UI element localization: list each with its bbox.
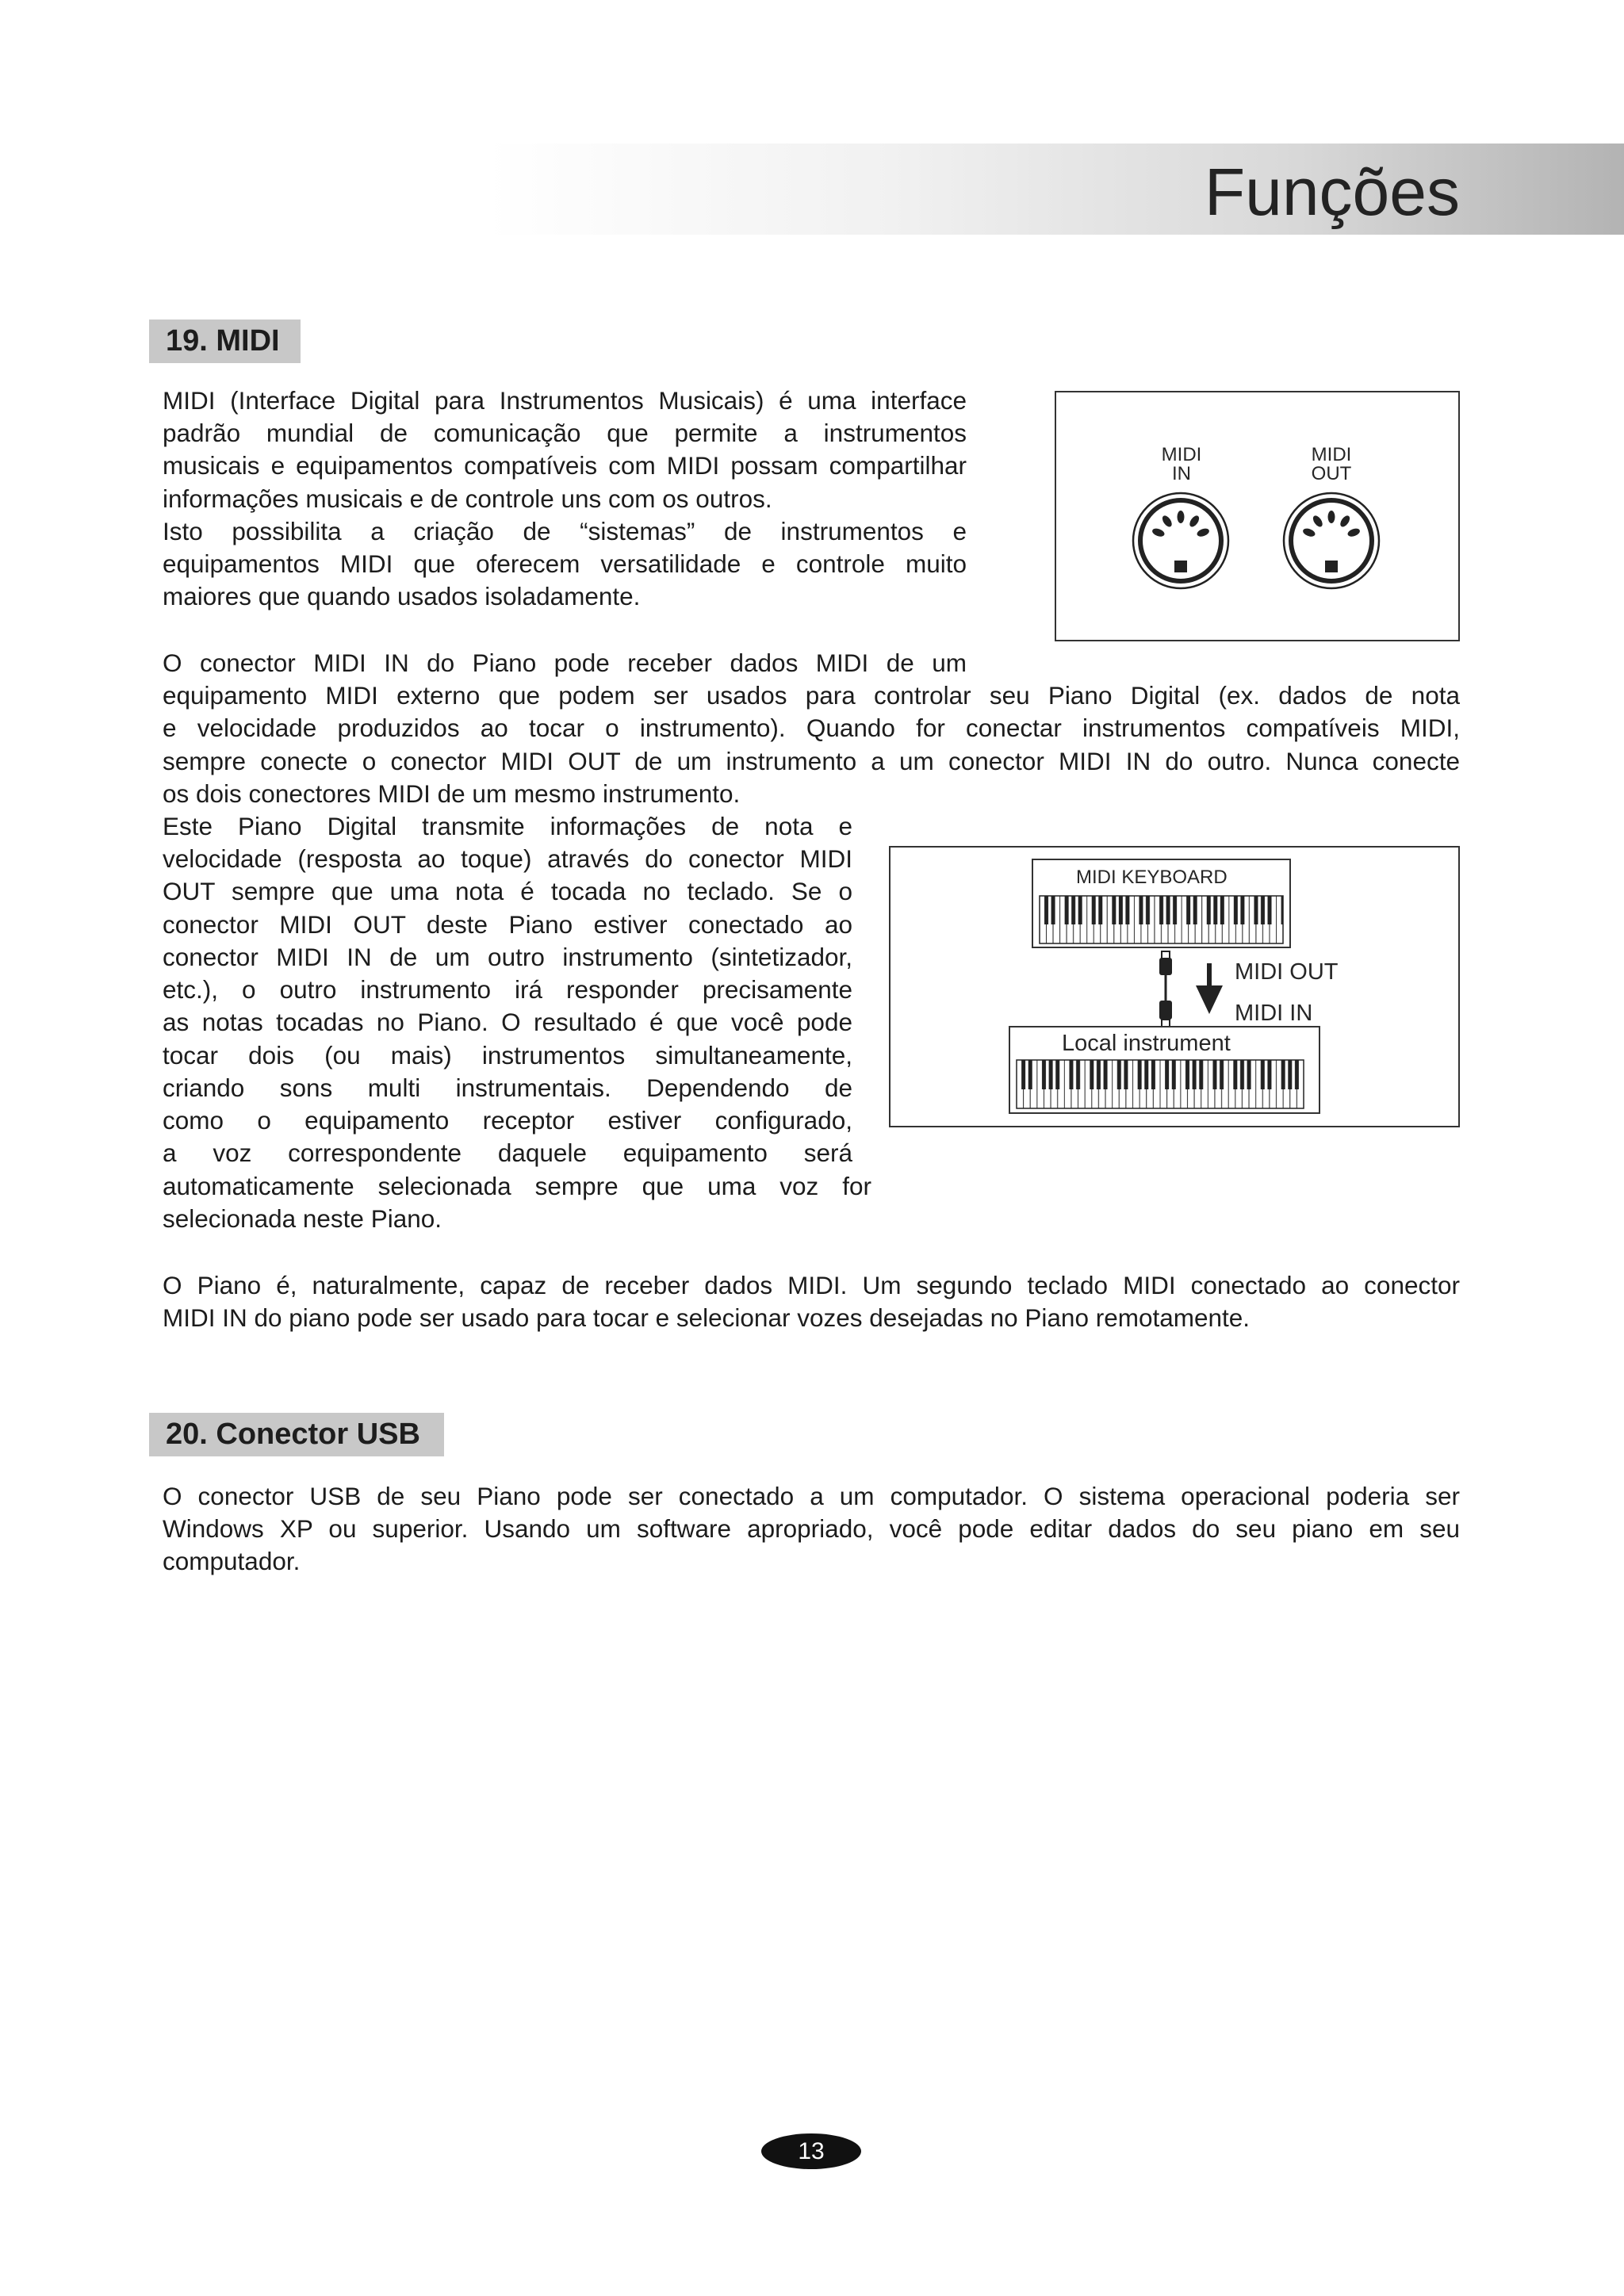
- page-title: Funções: [1204, 155, 1460, 229]
- midi-out-label: MIDI OUT: [1235, 959, 1339, 985]
- text-line: informações musicais e de controle uns com os outros.: [163, 484, 772, 513]
- midi-out-connector-icon: [1284, 493, 1379, 588]
- text-line: os dois conectores MIDI de um mesmo instrumento.: [163, 779, 741, 808]
- connector-notch: [1325, 561, 1338, 572]
- text-line: etc.), o outro instrumento irá responder precisamente: [163, 975, 852, 1004]
- text-line: musicais e equipamentos compatíveis com MIDI possam compartilhar: [163, 451, 967, 480]
- text-line: criando sons multi instrumentais. Dependendo de: [163, 1073, 852, 1102]
- text-line: maiores que quando usados isoladamente.: [163, 582, 641, 611]
- midi-keyboard-label: MIDI KEYBOARD: [1076, 867, 1228, 888]
- paragraph: [163, 647, 1460, 810]
- connector-pin: [1178, 511, 1185, 523]
- text-line: tocar dois (ou mais) instrumentos simultaneamente,: [163, 1040, 852, 1070]
- paragraph: [163, 515, 967, 614]
- text-line: padrão mundial de comunicação que permite a instrumentos: [163, 419, 967, 448]
- text-line: Isto possibilita a criação de “sistemas” de instrumentos e: [163, 517, 967, 545]
- midi-in-connector-icon: [1133, 493, 1228, 588]
- midi-out-label-line2: OUT: [1311, 463, 1352, 484]
- text-line: computador.: [163, 1547, 301, 1576]
- text-line: MIDI (Interface Digital para Instrumentos Musicais) é uma interface: [163, 386, 967, 415]
- text-line: equipamentos MIDI que oferecem versatilidade e controle muito: [163, 549, 967, 579]
- text-line: a voz correspondente daquele equipamento será: [163, 1138, 852, 1168]
- text-line: O conector MIDI IN do Piano pode receber dados MIDI de um: [163, 649, 967, 677]
- text-line: conector MIDI IN de um outro instrumento (sintetizador,: [163, 942, 852, 971]
- midi-in-label-line1: MIDI: [1161, 444, 1202, 465]
- connector-notch: [1174, 561, 1187, 572]
- midi-keyboard-device: [1032, 859, 1290, 947]
- text-line: e velocidade produzidos ao tocar o instrumento). Quando for conectar instrumentos compatíveis MIDI,: [163, 714, 1460, 743]
- midi-in-label-line2: IN: [1172, 463, 1191, 484]
- text-line: MIDI IN do piano pode ser usado para tocar e selecionar vozes desejadas no Piano remotamente.: [163, 1303, 1251, 1333]
- arrow-down-icon: [1196, 963, 1223, 1014]
- paragraph: [163, 385, 967, 515]
- text-line: equipamento MIDI externo que podem ser usados para controlar seu Piano Digital (ex. dados de nota: [163, 681, 1460, 710]
- section-heading-midi: 19. MIDI: [149, 320, 301, 363]
- section-heading-usb: 20. Conector USB: [149, 1413, 444, 1456]
- midi-out-label-line1: MIDI: [1311, 444, 1352, 465]
- text-line: como o equipamento receptor estiver configurado,: [163, 1106, 852, 1135]
- midi-in-label: MIDI IN: [1235, 1001, 1313, 1026]
- local-instrument-device: [1009, 1027, 1320, 1113]
- text-line: Este Piano Digital transmite informações de nota e: [163, 812, 852, 840]
- text-line: Windows XP ou superior. Usando um software apropriado, você pode editar dados do seu piano em seu: [163, 1514, 1460, 1544]
- text-line: automaticamente selecionada sempre que uma voz for: [163, 1171, 871, 1200]
- local-instrument-keys: [1017, 1060, 1304, 1108]
- text-line: velocidade (resposta ao toque) através do conector MIDI: [163, 844, 852, 874]
- text-line: selecionada neste Piano.: [163, 1203, 442, 1233]
- text-line: conector MIDI OUT deste Piano estiver conectado ao: [163, 909, 852, 939]
- midi-chain-figure: [889, 846, 1460, 1127]
- paragraph: [163, 810, 871, 1235]
- paragraph: [163, 1480, 1460, 1578]
- midi-connectors-drawing: [1055, 391, 1460, 641]
- midi-connectors-figure: [1055, 391, 1460, 641]
- text-line: OUT sempre que uma nota é tocada no teclado. Se o: [163, 877, 852, 906]
- connector-pin: [1328, 511, 1335, 523]
- midi-chain-drawing: [889, 846, 1460, 1127]
- midi-keyboard-keys: [1040, 896, 1283, 943]
- text-line: as notas tocadas no Piano. O resultado é que você pode: [163, 1008, 852, 1037]
- local-instrument-label: Local instrument: [1062, 1031, 1231, 1056]
- paragraph: [163, 1269, 1460, 1334]
- text-line: O Piano é, naturalmente, capaz de receber dados MIDI. Um segundo teclado MIDI conectado ao conector: [163, 1271, 1460, 1299]
- page-number: 13: [761, 2133, 861, 2169]
- midi-cable-icon: [1159, 951, 1172, 1027]
- text-line: sempre conecte o conector MIDI OUT de um instrumento a um conector MIDI IN do outro. Nunca conecte: [163, 746, 1460, 775]
- text-line: O conector USB de seu Piano pode ser conectado a um computador. O sistema operacional poderia ser: [163, 1482, 1460, 1510]
